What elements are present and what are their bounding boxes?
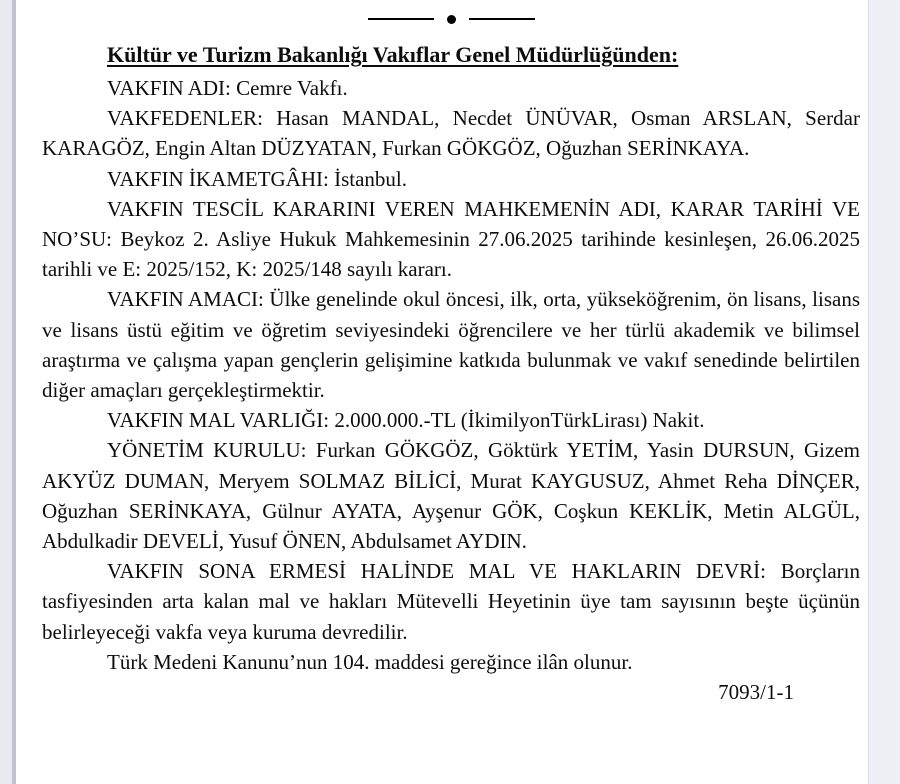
announcement-body bbox=[42, 73, 860, 707]
paragraph-vakfedenler: VAKFEDENLER: Hasan MANDAL, Necdet ÜNÜVAR, Osman ARSLAN, Serdar KARAGÖZ, Engin Altan DÜZYATAN, Furkan GÖKGÖZ, Oğuzhan SERİNKAYA. bbox=[42, 106, 860, 161]
separator-line-left bbox=[368, 18, 434, 20]
reference-number: 7093/1-1 bbox=[718, 680, 794, 705]
paragraph-tescil-karari: VAKFIN TESCİL KARARINI VEREN MAHKEMENİN ADI, KARAR TARİHİ VE NO’SU: Beykoz 2. Asliye Hukuk Mahkemesinin 27.06.2025 tarihinde kesinleşen, 26.06.2025 tarihli ve E: 2025/152, K: 2025/148 sayılı kararı. bbox=[42, 196, 860, 282]
paragraph-mal-varligi: VAKFIN MAL VARLIĞI: 2.000.000.-TL (İkimilyonTürkLirası) Nakit. bbox=[107, 408, 705, 433]
gazette-announcement bbox=[42, 0, 860, 707]
paragraph-ikametgah: VAKFIN İKAMETGÂHI: İstanbul. bbox=[107, 166, 408, 191]
page-edge-right bbox=[868, 0, 900, 784]
section-separator bbox=[42, 13, 860, 25]
paragraph-vakfin-adi: VAKFIN ADI: Cemre Vakfı. bbox=[107, 76, 348, 100]
announcement-heading bbox=[42, 40, 860, 70]
paragraph-yonetim-kurulu: YÖNETİM KURULU: Furkan GÖKGÖZ, Göktürk YETİM, Yasin DURSUN, Gizem AKYÜZ DUMAN, Meryem SOLMAZ BİLİCİ, Murat KAYGUSUZ, Ahmet Reha DİNÇER, Oğuzhan SERİNKAYA, Gülnur AYATA, Ayşenur GÖK, Coşkun KEKLİK, Metin ALGÜL, Abdulkadir DEVELİ, Yusuf ÖNEN, Abdulsamet AYDIN. bbox=[42, 438, 860, 554]
paragraph-closing: Türk Medeni Kanunu’nun 104. maddesi gereğince ilân olunur. bbox=[107, 649, 633, 674]
separator-dot-icon bbox=[447, 15, 456, 24]
paragraph-amac: VAKFIN AMACI: Ülke genelinde okul öncesi, ilk, orta, yükseköğrenim, ön lisans, lisans ve lisans üstü eğitim ve öğretim seviyesindeki öğrencilere ve her türlü akademik ve bilimsel araştırma ve çalışma yapan gençlerin gelişimine katkıda bulunmak ve vakıf senedinde belirtilen diğer amaçları gerçekleştirmektir. bbox=[42, 287, 860, 403]
page-edge-left bbox=[0, 0, 16, 784]
paragraph-sona-ermesi: VAKFIN SONA ERMESİ HALİNDE MAL VE HAKLARIN DEVRİ: Borçların tasfiyesinden arta kalan mal ve hakları Mütevelli Heyetinin üye tam sayısının beşte üçünün belirleyeceği vakfa veya kuruma devredilir. bbox=[42, 559, 860, 644]
separator-line-right bbox=[469, 18, 535, 20]
announcement-heading-text: Kültür ve Turizm Bakanlığı Vakıflar Genel Müdürlüğünden: bbox=[107, 42, 679, 67]
